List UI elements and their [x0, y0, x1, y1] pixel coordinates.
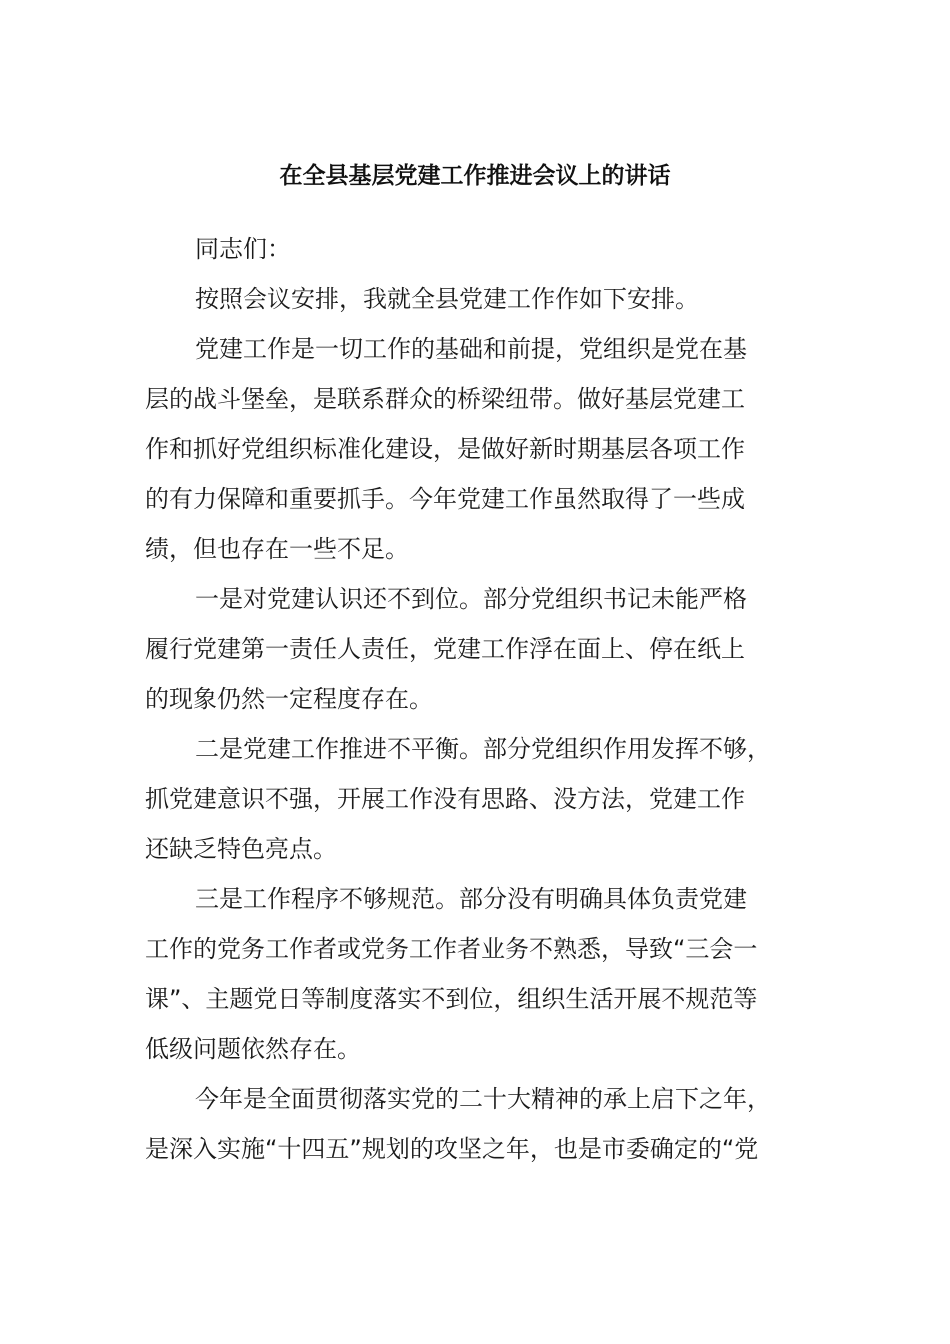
- paragraph-line: 抓党建意识不强，开展工作没有思路、没方法，党建工作: [145, 785, 745, 813]
- paragraph-line: 履行党建第一责任人责任，党建工作浮在面上、停在纸上: [145, 635, 745, 663]
- document-title: 在全县基层党建工作推进会议上的讲话: [279, 163, 671, 189]
- paragraph-line: 课”、主题党日等制度落实不到位，组织生活开展不规范等: [145, 985, 758, 1013]
- paragraph-line: 今年是全面贯彻落实党的二十大精神的承上启下之年，: [195, 1085, 771, 1113]
- paragraph-line: 还缺乏特色亮点。: [145, 835, 337, 863]
- paragraph-line: 按照会议安排，我就全县党建工作作如下安排。: [195, 285, 699, 313]
- paragraph-line: 绩，但也存在一些不足。: [145, 535, 409, 563]
- paragraph-line: 低级问题依然存在。: [145, 1035, 361, 1063]
- paragraph-line: 是深入实施“十四五”规划的攻坚之年，也是市委确定的“党: [145, 1135, 759, 1163]
- paragraph-line: 的现象仍然一定程度存在。: [145, 685, 433, 713]
- paragraph-line: 三是工作程序不够规范。部分没有明确具体负责党建: [195, 885, 747, 913]
- paragraph-line: 一是对党建认识还不到位。部分党组织书记未能严格: [195, 585, 747, 613]
- paragraph-line: 的有力保障和重要抓手。今年党建工作虽然取得了一些成: [145, 485, 745, 513]
- paragraph-line: 作和抓好党组织标准化建设，是做好新时期基层各项工作: [145, 435, 745, 463]
- paragraph-line: 层的战斗堡垒，是联系群众的桥梁纽带。做好基层党建工: [145, 385, 745, 413]
- paragraph-line: 二是党建工作推进不平衡。部分党组织作用发挥不够，: [195, 735, 771, 763]
- paragraph-line: 党建工作是一切工作的基础和前提，党组织是党在基: [195, 335, 747, 363]
- paragraph-line: 工作的党务工作者或党务工作者业务不熟悉，导致“三会一: [145, 935, 758, 963]
- salutation-line: 同志们：: [195, 235, 291, 263]
